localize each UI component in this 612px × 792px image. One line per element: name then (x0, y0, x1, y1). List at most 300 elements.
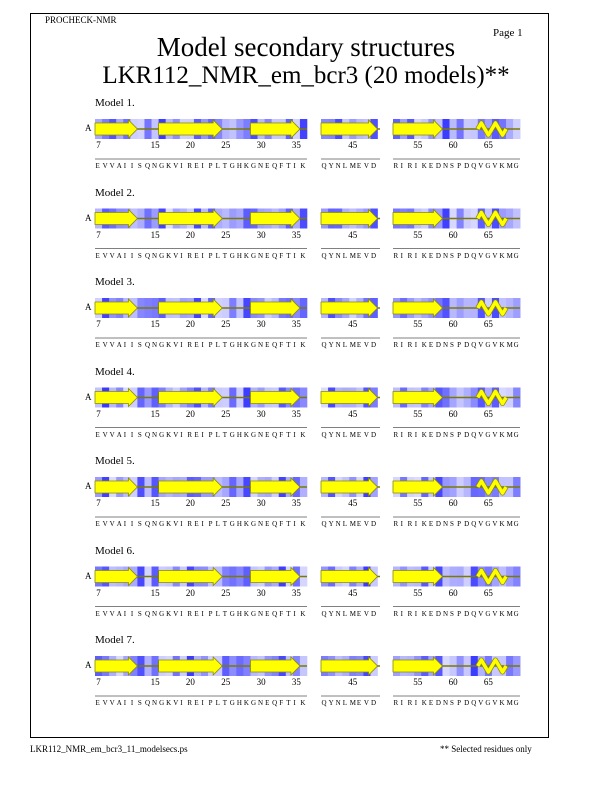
residue-letter: D (370, 609, 377, 618)
residue-letter: A (116, 251, 122, 260)
residue-letter: G (485, 520, 491, 528)
residue-letter: D (435, 520, 441, 528)
residue-letter: Q (321, 430, 327, 439)
residue-letter: L (342, 162, 347, 170)
residue-letter: I (180, 251, 183, 260)
residue-letter: M (506, 251, 513, 260)
residue-letter: L (342, 609, 347, 618)
residue-letter: K (166, 520, 172, 528)
residue-letter: E (428, 520, 434, 528)
residue-letter: I (123, 341, 127, 349)
residue-letter: D (370, 162, 377, 170)
residue-number-label: 35 (291, 140, 301, 150)
residue-letter: V (109, 699, 115, 707)
residue-letter: T (286, 430, 291, 439)
residue-number-label: 25 (221, 140, 231, 150)
residue-letter: N (152, 520, 158, 528)
residue-letter: V (102, 609, 108, 618)
residue-number-label: 60 (448, 677, 458, 687)
residue-number-label: 35 (291, 498, 301, 508)
residue-letter: I (130, 520, 134, 528)
residue-letter: Q (471, 251, 477, 260)
residue-letter: N (442, 609, 449, 618)
residue-number-label: 25 (221, 229, 231, 240)
residue-letter: I (293, 162, 296, 170)
residue-number-label: 45 (348, 319, 358, 329)
residue-letter: E (265, 609, 270, 618)
residue-letter: I (400, 520, 403, 528)
residue-number-label: 20 (185, 319, 195, 329)
residue-letter: V (363, 609, 369, 618)
residue-letter: L (215, 341, 220, 349)
residue-letter: N (152, 162, 158, 170)
residue-letter: N (152, 251, 158, 260)
residue-number-label: 20 (185, 498, 195, 508)
residue-letter: V (492, 430, 498, 439)
residue-number-label: 65 (483, 140, 493, 150)
residue-letter: N (152, 699, 158, 707)
residue-letter: I (123, 430, 127, 439)
residue-letter: N (335, 251, 341, 260)
residue-number-label: 15 (150, 587, 160, 598)
residue-number-label: 45 (348, 498, 358, 508)
residue-number-label: 7 (96, 229, 101, 240)
residue-letter: I (293, 251, 296, 260)
residue-letter: E (95, 609, 100, 618)
residue-letter: L (342, 341, 347, 349)
residue-letter: K (166, 430, 172, 439)
residue-letter: I (400, 430, 403, 439)
residue-letter: S (137, 699, 142, 707)
residue-letter: M (506, 520, 513, 528)
residue-number-label: 35 (291, 319, 301, 329)
residue-letter: T (286, 699, 291, 707)
residue-letter: L (342, 251, 347, 260)
residue-letter: I (201, 162, 204, 170)
residue-letter: V (109, 341, 115, 349)
residue-letter: E (95, 699, 100, 707)
residue-letter: V (363, 430, 369, 439)
residue-letter: E (428, 699, 434, 707)
residue-letter: Q (471, 699, 477, 707)
residue-letter: R (187, 699, 193, 707)
model-label: Model 6. (95, 544, 135, 557)
residue-letter: I (293, 609, 296, 618)
residue-letter: A (116, 341, 122, 349)
residue-letter: L (215, 699, 220, 707)
residue-letter: L (215, 430, 220, 439)
residue-letter: V (492, 699, 498, 707)
residue-number-label: 25 (221, 498, 231, 508)
residue-letter: E (356, 609, 362, 618)
footer-filename: LKR112_NMR_em_bcr3_11_modelsecs.ps (30, 744, 188, 754)
residue-letter: V (363, 162, 369, 170)
residue-letter: G (513, 609, 519, 618)
residue-number-label: 45 (348, 140, 358, 150)
residue-letter: R (393, 520, 399, 528)
residue-letter: K (300, 341, 306, 349)
residue-letter: D (370, 341, 377, 349)
residue-letter: P (208, 251, 213, 260)
residue-letter: S (137, 341, 142, 349)
residue-letter: K (243, 251, 249, 260)
residue-letter: R (407, 430, 413, 439)
residue-letter: E (194, 609, 199, 618)
residue-number-label: 7 (96, 140, 101, 150)
residue-letter: S (137, 520, 142, 528)
residue-letter: E (265, 430, 270, 439)
residue-number-label: 35 (291, 408, 301, 419)
residue-letter: S (450, 162, 454, 170)
residue-letter: I (201, 609, 204, 618)
residue-number-label: 55 (413, 229, 423, 240)
residue-letter: D (370, 699, 377, 707)
residue-letter: R (393, 162, 399, 170)
residue-number-label: 30 (256, 408, 266, 419)
residue-letter: V (492, 251, 498, 260)
residue-letter: I (414, 341, 418, 349)
residue-letter: R (187, 430, 193, 439)
residue-letter: P (457, 251, 461, 260)
residue-letter: G (159, 251, 165, 260)
residue-letter: F (279, 162, 284, 170)
residue-letter: T (222, 341, 227, 349)
beta-strand-arrow (95, 657, 137, 675)
residue-number-label: 65 (483, 498, 493, 508)
residue-letter: L (215, 162, 220, 170)
residue-letter: S (137, 162, 142, 170)
residue-letter: S (450, 251, 454, 260)
residue-letter: R (407, 341, 413, 349)
residue-number-label: 25 (221, 408, 231, 419)
model-label: Model 3. (95, 276, 135, 288)
residue-letter: N (152, 341, 158, 349)
residue-number-label: 7 (96, 587, 101, 598)
residue-letter: L (215, 520, 220, 528)
residue-letter: I (130, 430, 134, 439)
residue-letter: V (363, 520, 369, 528)
residue-letter: V (109, 162, 115, 170)
residue-letter: D (370, 251, 377, 260)
model-label: Model 7. (95, 634, 135, 646)
residue-letter: N (442, 341, 449, 349)
residue-letter: K (243, 430, 249, 439)
residue-letter: N (335, 609, 341, 618)
residue-letter: Q (471, 520, 477, 528)
residue-letter: L (342, 699, 347, 707)
residue-letter: G (250, 251, 257, 260)
residue-letter: I (293, 430, 296, 439)
residue-letter: G (159, 699, 165, 707)
residue-letter: I (400, 341, 403, 349)
residue-letter: E (356, 162, 362, 170)
residue-letter: I (130, 162, 134, 170)
residue-letter: N (258, 699, 264, 707)
residue-letter: E (95, 162, 100, 170)
residue-letter: I (414, 699, 418, 707)
residue-letter: Y (328, 430, 334, 439)
residue-letter: M (349, 162, 356, 170)
residue-letter: I (123, 609, 127, 618)
residue-letter: V (363, 251, 369, 260)
residue-letter: I (400, 251, 403, 260)
residue-letter: E (356, 520, 362, 528)
residue-letter: Q (471, 609, 477, 618)
residue-letter: N (335, 162, 341, 170)
residue-letter: D (464, 251, 470, 260)
residue-letter: M (349, 430, 356, 439)
residue-letter: V (102, 341, 108, 349)
residue-letter: G (229, 430, 235, 439)
residue-letter: G (250, 162, 257, 170)
residue-letter: K (243, 162, 249, 170)
residue-letter: Y (328, 341, 334, 349)
residue-letter: V (478, 699, 484, 707)
residue-letter: G (159, 520, 165, 528)
residue-letter: T (222, 251, 227, 260)
residue-letter: E (194, 699, 199, 707)
residue-letter: G (513, 520, 519, 528)
residue-letter: T (286, 251, 291, 260)
residue-number-label: 30 (256, 140, 266, 150)
residue-letter: E (356, 699, 362, 707)
residue-letter: H (236, 520, 242, 528)
residue-letter: V (173, 520, 179, 528)
residue-letter: I (130, 341, 134, 349)
residue-letter: N (258, 430, 264, 439)
residue-letter: V (478, 430, 484, 439)
residue-letter: V (492, 341, 498, 349)
residue-letter: N (442, 699, 449, 707)
residue-number-label: 20 (185, 229, 195, 240)
residue-letter: K (499, 251, 505, 260)
residue-number-label: 65 (483, 319, 493, 329)
residue-letter: N (442, 520, 449, 528)
residue-letter: P (208, 341, 213, 349)
residue-number-label: 20 (185, 677, 195, 687)
residue-letter: E (194, 430, 199, 439)
residue-letter: K (499, 699, 505, 707)
residue-letter: V (492, 162, 498, 170)
residue-letter: N (258, 341, 264, 349)
residue-letter: N (258, 251, 264, 260)
residue-letter: P (208, 430, 213, 439)
residue-letter: Q (321, 251, 327, 260)
residue-letter: E (428, 162, 434, 170)
residue-letter: G (229, 341, 235, 349)
residue-letter: K (243, 609, 249, 618)
residue-letter: K (166, 251, 172, 260)
residue-letter: K (499, 430, 505, 439)
residue-letter: E (265, 162, 270, 170)
chain-label: A (85, 391, 92, 402)
model-label: Model 2. (95, 186, 135, 199)
residue-number-label: 60 (448, 498, 458, 508)
residue-letter: G (250, 430, 257, 439)
residue-letter: Q (321, 162, 327, 170)
residue-letter: G (250, 609, 257, 618)
residue-letter: K (243, 699, 249, 707)
residue-number-label: 20 (185, 140, 195, 150)
residue-letter: I (180, 520, 183, 528)
residue-letter: P (457, 520, 461, 528)
residue-letter: Q (144, 162, 151, 170)
residue-letter: F (279, 699, 284, 707)
residue-letter: Q (471, 341, 477, 349)
residue-letter: I (123, 520, 127, 528)
residue-letter: L (215, 609, 220, 618)
residue-letter: E (428, 341, 434, 349)
residue-letter: K (300, 251, 306, 260)
residue-number-label: 30 (256, 229, 266, 240)
residue-letter: G (513, 699, 519, 707)
residue-letter: G (513, 162, 519, 170)
residue-letter: G (159, 162, 165, 170)
chain-label: A (85, 123, 92, 133)
residue-letter: Q (321, 609, 327, 618)
residue-letter: V (363, 699, 369, 707)
residue-letter: G (485, 699, 491, 707)
residue-letter: K (499, 609, 505, 618)
residue-letter: E (194, 251, 199, 260)
chain-label: A (85, 212, 92, 223)
residue-number-label: 60 (448, 319, 458, 329)
footer-note: ** Selected residues only (440, 744, 532, 754)
residue-letter: G (229, 162, 235, 170)
residue-letter: I (201, 251, 204, 260)
residue-letter: Q (272, 341, 278, 349)
residue-number-label: 15 (150, 140, 160, 150)
residue-number-label: 30 (256, 498, 266, 508)
program-name: PROCHECK-NMR (45, 15, 117, 25)
residue-letter: I (414, 251, 418, 260)
residue-letter: I (414, 430, 418, 439)
residue-number-label: 7 (96, 408, 101, 419)
residue-letter: T (222, 609, 227, 618)
residue-letter: N (442, 162, 449, 170)
residue-number-label: 20 (185, 408, 195, 419)
residue-letter: S (137, 430, 142, 439)
residue-letter: M (506, 162, 513, 170)
residue-letter: K (300, 430, 306, 439)
residue-letter: T (286, 609, 291, 618)
residue-letter: Q (272, 520, 278, 528)
residue-letter: Q (144, 341, 151, 349)
residue-letter: Y (328, 162, 334, 170)
residue-letter: D (435, 162, 441, 170)
residue-letter: R (393, 341, 399, 349)
residue-letter: N (442, 430, 449, 439)
residue-letter: I (400, 609, 403, 618)
residue-letter: A (116, 162, 122, 170)
residue-letter: N (335, 341, 341, 349)
residue-letter: P (208, 520, 213, 528)
residue-letter: G (159, 341, 165, 349)
residue-letter: V (109, 251, 115, 260)
residue-letter: E (95, 430, 100, 439)
residue-letter: I (414, 609, 418, 618)
residue-letter: V (478, 341, 484, 349)
residue-letter: R (407, 162, 413, 170)
residue-letter: G (513, 341, 519, 349)
residue-letter: A (116, 430, 122, 439)
residue-letter: Q (321, 699, 327, 707)
residue-letter: R (407, 699, 413, 707)
residue-letter: I (123, 699, 127, 707)
residue-number-label: 45 (348, 587, 358, 598)
residue-number-label: 35 (291, 229, 301, 240)
residue-number-label: 7 (96, 677, 101, 687)
residue-letter: E (356, 341, 362, 349)
residue-letter: T (286, 520, 291, 528)
residue-letter: K (499, 520, 505, 528)
residue-number-label: 35 (291, 587, 301, 598)
residue-letter: S (450, 430, 454, 439)
residue-letter: N (442, 251, 449, 260)
beta-strand-arrow (393, 657, 442, 675)
residue-letter: I (123, 162, 127, 170)
residue-letter: M (506, 609, 513, 618)
residue-letter: Q (272, 699, 278, 707)
residue-letter: F (279, 430, 284, 439)
residue-number-label: 7 (96, 319, 101, 329)
residue-number-label: 55 (413, 677, 423, 687)
residue-letter: T (222, 162, 227, 170)
residue-number-label: 60 (448, 408, 458, 419)
residue-letter: G (159, 430, 165, 439)
residue-letter: G (485, 341, 491, 349)
residue-letter: V (363, 341, 369, 349)
residue-letter: P (457, 609, 461, 618)
residue-letter: K (499, 162, 505, 170)
residue-number-label: 25 (221, 587, 231, 598)
residue-letter: I (400, 162, 403, 170)
residue-letter: P (208, 162, 213, 170)
residue-letter: P (457, 699, 461, 707)
residue-number-label: 30 (256, 587, 266, 598)
residue-letter: D (464, 520, 470, 528)
residue-letter: Q (272, 430, 278, 439)
residue-letter: N (335, 430, 341, 439)
residue-letter: V (102, 520, 108, 528)
residue-letter: V (478, 520, 484, 528)
residue-letter: M (349, 251, 356, 260)
residue-letter: R (187, 162, 193, 170)
model-label: Model 4. (95, 365, 135, 378)
residue-number-label: 15 (150, 229, 160, 240)
residue-letter: I (130, 251, 134, 260)
residue-letter: R (393, 251, 399, 260)
residue-letter: K (499, 341, 505, 349)
residue-letter: Y (328, 520, 334, 528)
residue-letter: E (95, 251, 100, 260)
residue-letter: R (187, 520, 193, 528)
residue-letter: E (265, 520, 270, 528)
residue-letter: P (457, 430, 461, 439)
beta-strand-arrow (321, 657, 378, 675)
residue-letter: S (450, 609, 454, 618)
residue-letter: E (356, 251, 362, 260)
residue-letter: D (464, 609, 470, 618)
residue-letter: V (478, 162, 484, 170)
residue-letter: E (194, 162, 199, 170)
residue-letter: I (400, 699, 403, 707)
residue-letter: G (250, 520, 257, 528)
residue-letter: Q (144, 609, 151, 618)
residue-letter: T (222, 520, 227, 528)
residue-letter: M (506, 430, 513, 439)
residue-letter: V (109, 520, 115, 528)
